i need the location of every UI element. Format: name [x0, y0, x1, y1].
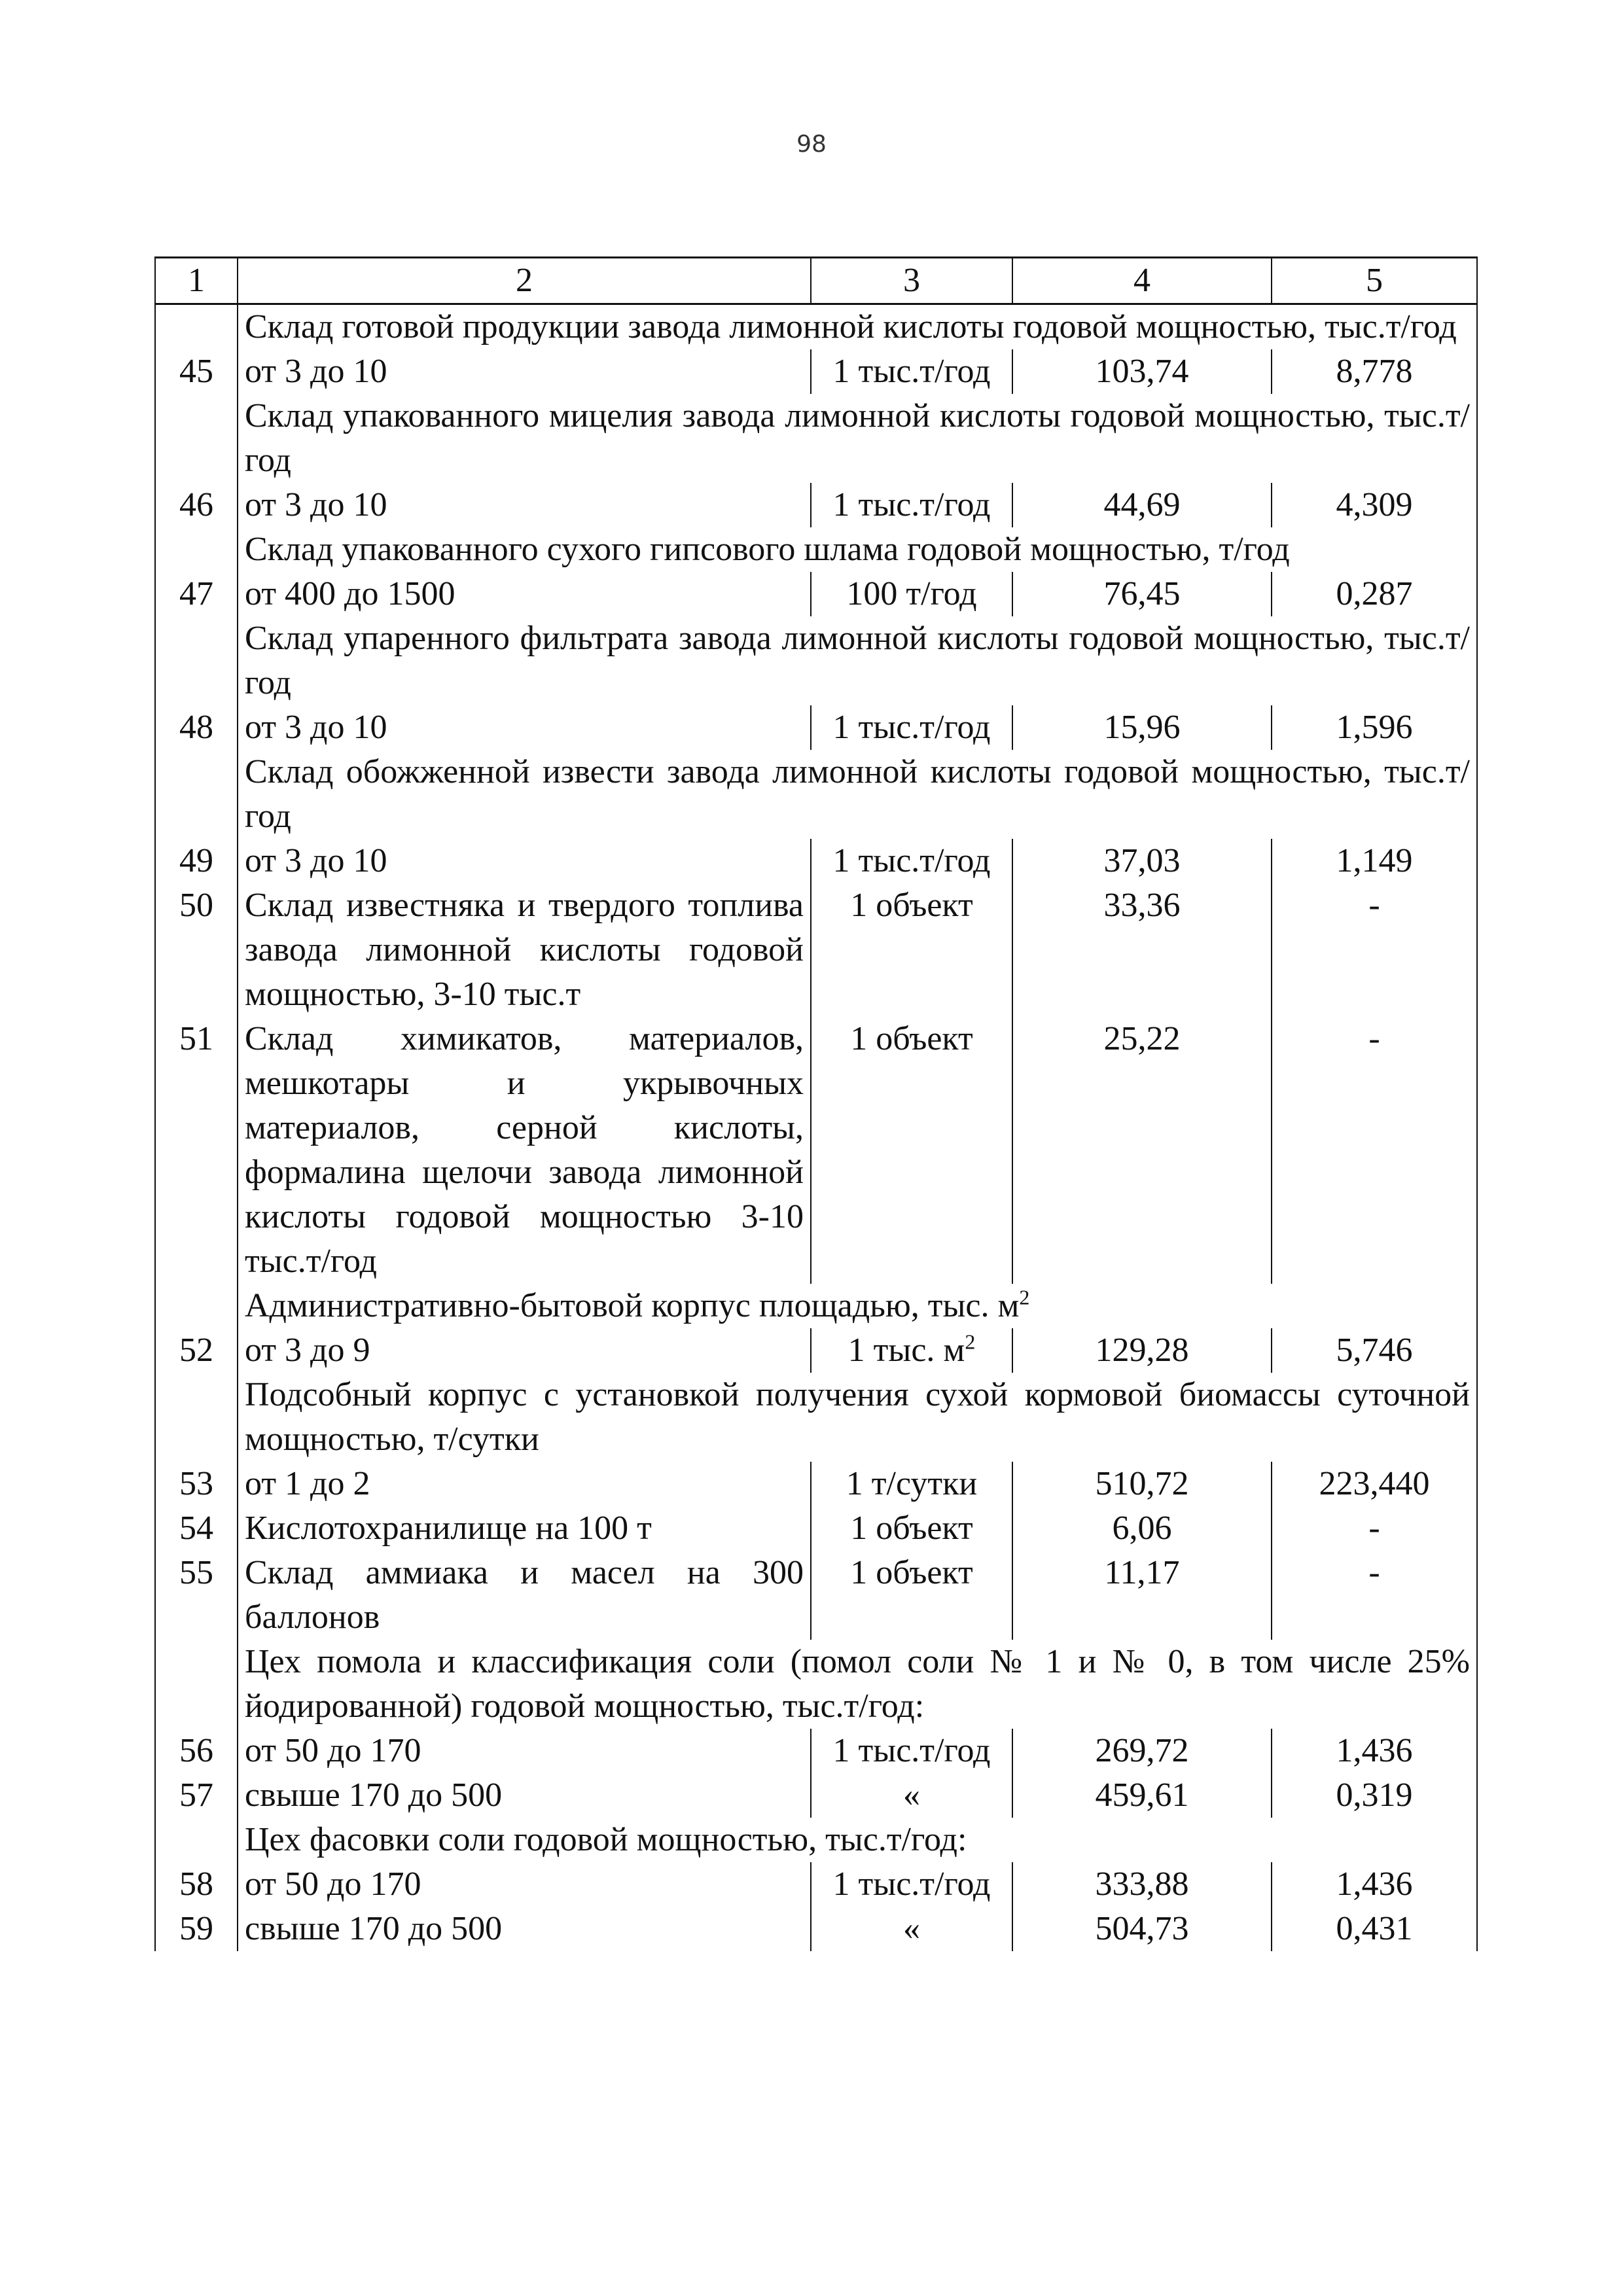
row-unit: 100 т/год: [811, 572, 1012, 616]
row-value-5: 1,436: [1272, 1862, 1477, 1907]
row-value-5: -: [1272, 883, 1477, 1017]
column-header: 3: [811, 258, 1012, 304]
row-number: 49: [155, 839, 238, 883]
row-value-5: 8,778: [1272, 349, 1477, 394]
row-value-5: -: [1272, 1506, 1477, 1551]
row-unit: 1 объект: [811, 1017, 1012, 1284]
row-value-5: 1,436: [1272, 1729, 1477, 1773]
norms-table: [154, 256, 1478, 1951]
row-unit: 1 тыс.т/год: [811, 349, 1012, 394]
row-value-5: 4,309: [1272, 483, 1477, 527]
row-number: 58: [155, 1862, 238, 1907]
superscript: 2: [965, 1330, 976, 1354]
row-unit: 1 т/сутки: [811, 1462, 1012, 1506]
row-unit: 1 тыс.т/год: [811, 1729, 1012, 1773]
row-value-5: 0,431: [1272, 1907, 1477, 1951]
row-unit: 1 тыс.т/год: [811, 1862, 1012, 1907]
row-number: 52: [155, 1328, 238, 1373]
row-name: от 3 до 9: [238, 1328, 811, 1373]
section-title-text: Административно-бытовой корпус площадью, тыс. м: [245, 1287, 1020, 1324]
row-value-4: 33,36: [1012, 883, 1272, 1017]
section-title: Склад обожженной извести завода лимонной кислоты годовой мощностью, тыс.т/год: [238, 750, 1477, 839]
section-title: Цех помола и классификация соли (помол соли № 1 и № 0, в том числе 25% йодированной) годовой мощностью, тыс.т/год:: [238, 1640, 1477, 1729]
section-row: [155, 1818, 1477, 1862]
row-value-5: 0,319: [1272, 1773, 1477, 1818]
row-value-4: 15,96: [1012, 705, 1272, 750]
row-name: Склад известняка и твердого топлива завода лимонной кислоты годовой мощностью, 3-10 тыс.т: [238, 883, 811, 1017]
row-name: Склад аммиака и масел на 300 баллонов: [238, 1551, 811, 1640]
row-unit: 1 тыс.т/год: [811, 839, 1012, 883]
row-unit: 1 объект: [811, 1551, 1012, 1640]
table-row: [155, 1328, 1477, 1373]
page-number: 98: [796, 131, 827, 158]
table-header-row: [155, 258, 1477, 304]
row-name: от 400 до 1500: [238, 572, 811, 616]
section-row: [155, 394, 1477, 483]
row-value-5: 223,440: [1272, 1462, 1477, 1506]
row-name: свыше 170 до 500: [238, 1773, 811, 1818]
row-number: 48: [155, 705, 238, 750]
column-header: 2: [238, 258, 811, 304]
row-number: 45: [155, 349, 238, 394]
table-row: [155, 349, 1477, 394]
row-value-4: 333,88: [1012, 1862, 1272, 1907]
row-value-5: 5,746: [1272, 1328, 1477, 1373]
row-name: от 3 до 10: [238, 839, 811, 883]
row-name: от 50 до 170: [238, 1729, 811, 1773]
section-title: Склад упакованного сухого гипсового шлама годовой мощностью, т/год: [238, 527, 1477, 572]
table-row: [155, 1773, 1477, 1818]
table-row: [155, 1551, 1477, 1640]
row-number: 47: [155, 572, 238, 616]
table-row: [155, 839, 1477, 883]
section-title: Подсобный корпус с установкой получения сухой кормовой биомассы суточной мощностью, т/сутки: [238, 1373, 1477, 1462]
row-unit: 1 тыс.т/год: [811, 705, 1012, 750]
table-row: [155, 1907, 1477, 1951]
row-value-5: 1,149: [1272, 839, 1477, 883]
table-row: [155, 883, 1477, 1017]
row-number: 53: [155, 1462, 238, 1506]
row-value-4: 103,74: [1012, 349, 1272, 394]
section-title: Цех фасовки соли годовой мощностью, тыс.т/год:: [238, 1818, 1477, 1862]
row-number: 56: [155, 1729, 238, 1773]
section-row: [155, 750, 1477, 839]
row-number: 50: [155, 883, 238, 1017]
row-value-4: 510,72: [1012, 1462, 1272, 1506]
section-row: [155, 527, 1477, 572]
section-title: Склад упаренного фильтрата завода лимонной кислоты годовой мощностью, тыс.т/год: [238, 616, 1477, 705]
row-unit: 1 объект: [811, 883, 1012, 1017]
row-number: 55: [155, 1551, 238, 1640]
section-title: [238, 1284, 1477, 1328]
row-value-4: 11,17: [1012, 1551, 1272, 1640]
column-header: 5: [1272, 258, 1477, 304]
column-header: 4: [1012, 258, 1272, 304]
row-name: от 3 до 10: [238, 349, 811, 394]
row-value-4: 6,06: [1012, 1506, 1272, 1551]
row-value-4: 25,22: [1012, 1017, 1272, 1284]
row-name: Склад химикатов, материалов, мешкотары и укрывочных материалов, серной кислоты, формалина щелочи завода лимонной кислоты годовой мощностью 3-10 тыс.т/год: [238, 1017, 811, 1284]
row-name: от 50 до 170: [238, 1862, 811, 1907]
section-row: [155, 1640, 1477, 1729]
superscript: 2: [1019, 1285, 1030, 1309]
table-row: [155, 1729, 1477, 1773]
row-value-4: 269,72: [1012, 1729, 1272, 1773]
row-unit: [811, 1328, 1012, 1373]
table-row: [155, 1862, 1477, 1907]
row-value-4: 129,28: [1012, 1328, 1272, 1373]
row-number: 57: [155, 1773, 238, 1818]
row-value-5: -: [1272, 1017, 1477, 1284]
row-value-5: 0,287: [1272, 572, 1477, 616]
section-row: [155, 616, 1477, 705]
table-row: [155, 1462, 1477, 1506]
row-number: 51: [155, 1017, 238, 1284]
column-header: 1: [155, 258, 238, 304]
section-row: [155, 304, 1477, 350]
section-title: Склад готовой продукции завода лимонной кислоты годовой мощностью, тыс.т/год: [238, 304, 1477, 350]
row-number: 46: [155, 483, 238, 527]
row-unit: 1 тыс.т/год: [811, 483, 1012, 527]
row-value-4: 504,73: [1012, 1907, 1272, 1951]
row-name: от 1 до 2: [238, 1462, 811, 1506]
table-row: [155, 1506, 1477, 1551]
row-value-5: 1,596: [1272, 705, 1477, 750]
row-unit-text: 1 тыс. м: [847, 1332, 965, 1369]
row-value-4: 37,03: [1012, 839, 1272, 883]
row-value-4: 459,61: [1012, 1773, 1272, 1818]
row-name: Кислотохранилище на 100 т: [238, 1506, 811, 1551]
row-number: 59: [155, 1907, 238, 1951]
section-row: [155, 1284, 1477, 1328]
row-name: свыше 170 до 500: [238, 1907, 811, 1951]
table-row: [155, 1017, 1477, 1284]
row-value-4: 44,69: [1012, 483, 1272, 527]
table-row: [155, 705, 1477, 750]
table-row: [155, 572, 1477, 616]
row-value-4: 76,45: [1012, 572, 1272, 616]
table-row: [155, 483, 1477, 527]
row-name: от 3 до 10: [238, 483, 811, 527]
row-value-5: -: [1272, 1551, 1477, 1640]
row-unit: 1 объект: [811, 1506, 1012, 1551]
row-name: от 3 до 10: [238, 705, 811, 750]
section-row: [155, 1373, 1477, 1462]
section-title: Склад упакованного мицелия завода лимонной кислоты годовой мощностью, тыс.т/год: [238, 394, 1477, 483]
row-unit: «: [811, 1773, 1012, 1818]
row-number: 54: [155, 1506, 238, 1551]
row-unit: «: [811, 1907, 1012, 1951]
